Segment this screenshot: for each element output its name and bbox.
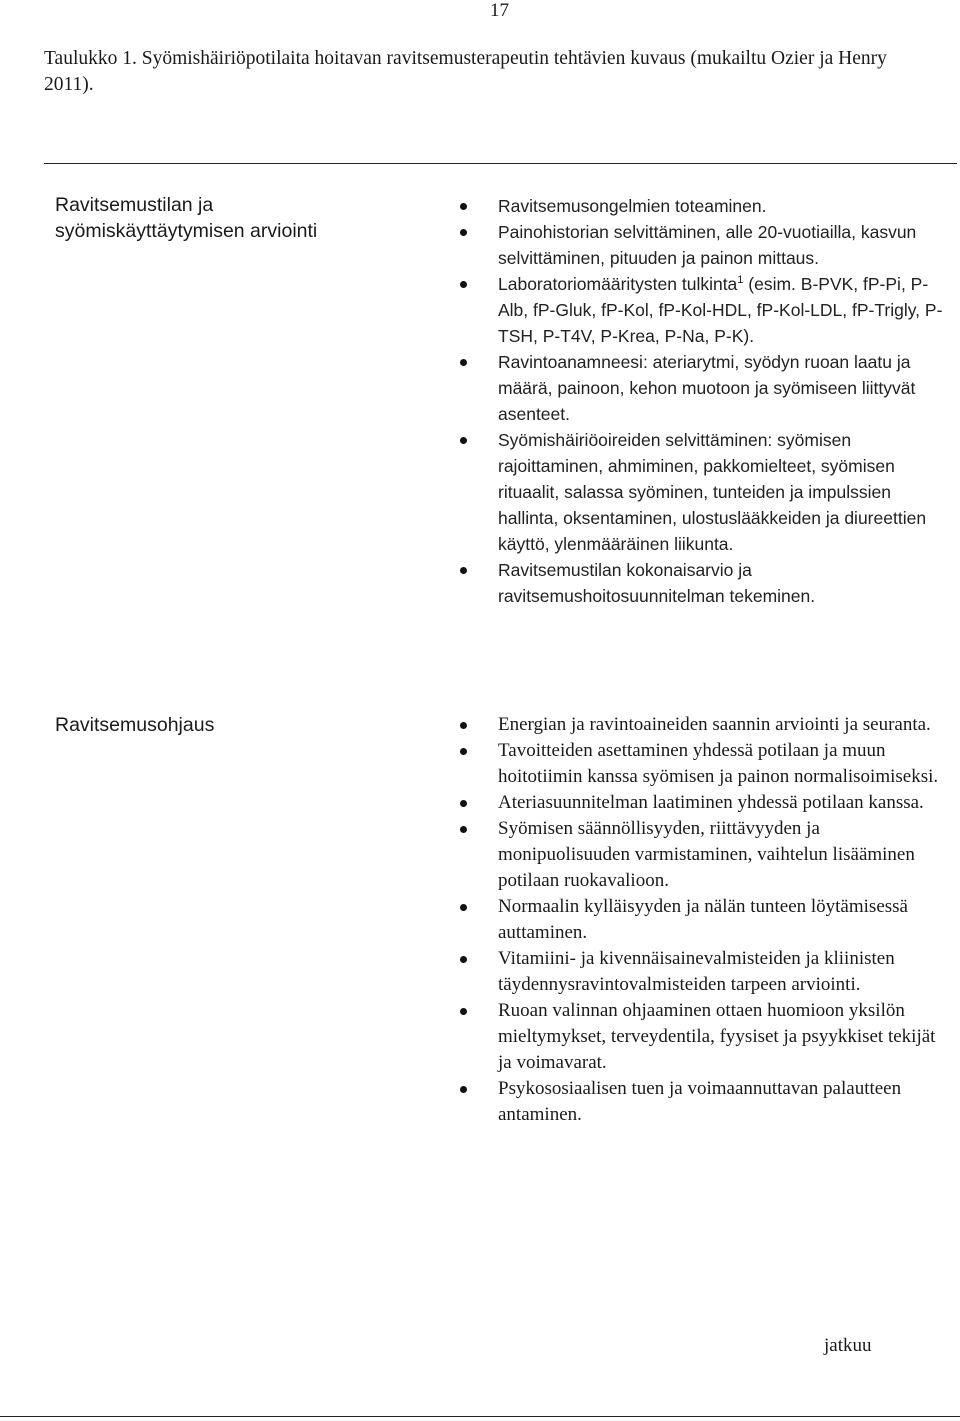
list-item: Vitamiini- ja kivennäisainevalmisteiden ja kliinisten täydennysravintovalmisteiden tarpeen arviointi. [498, 946, 948, 998]
list-item: Ravitsemustilan kokonaisarvio ja ravitsemushoitosuunnitelman tekeminen. [498, 557, 948, 609]
section-label-assessment [55, 192, 317, 244]
section-label-line: Ravitsemustilan ja [55, 194, 214, 216]
list-item: Syömisen säännöllisyyden, riittävyyden ja monipuolisuuden varmistaminen, vaihtelun lisääminen potilaan ruokavalioon. [498, 816, 948, 894]
bullet-icon [460, 359, 467, 366]
bullet-icon [460, 956, 467, 963]
list-item: Ruoan valinnan ohjaaminen ottaen huomioon yksilön mieltymykset, terveydentila, fyysiset ja psyykkiset tekijät ja voimavarat. [498, 998, 948, 1076]
list-item: Ateriasuunnitelman laatiminen yhdessä potilaan kanssa. [498, 790, 948, 816]
bullet-icon [460, 567, 467, 574]
page-number: 17 [490, 0, 509, 21]
bullet-icon [460, 722, 467, 729]
list-item: Ravitsemusongelmien toteaminen. [498, 193, 948, 219]
bullet-icon [460, 904, 467, 911]
bullet-icon [460, 281, 467, 288]
list-item: Ravintoanamneesi: ateriarytmi, syödyn ruoan laatu ja määrä, painoon, kehon muotoon ja syömiseen liittyvät asenteet. [498, 349, 948, 427]
list-item: Laboratoriomääritysten tulkinta$^1$ (esim. B-PVK, fP-Pi, P-Alb, fP-Gluk, fP-Kol, fP-Kol-HDL, fP-Kol-LDL, fP-Trigly, P-TSH, P-T4V, P-Krea, P-Na, P-K). [498, 271, 948, 349]
list-item: Tavoitteiden asettaminen yhdessä potilaan ja muun hoitotiimin kanssa syömisen ja painon normalisoimiseksi. [498, 738, 948, 790]
table-top-rule [44, 163, 957, 164]
section-label-line: syömiskäyttäytymisen arviointi [55, 220, 318, 242]
bullet-icon [460, 826, 467, 833]
table-caption: Taulukko 1. Syömishäiriöpotilaita hoitavan ravitsemusterapeutin tehtävien kuvaus (mukailtu Ozier ja Henry 2011). [44, 48, 887, 95]
list-item: Psykososiaalisen tuen ja voimaannuttavan palautteen antaminen. [498, 1076, 948, 1128]
assessment-task-list [498, 193, 948, 609]
list-item: Syömishäiriöoireiden selvittäminen: syömisen rajoittaminen, ahmiminen, pakkomielteet, syömisen rituaalit, salassa syöminen, tunteiden ja impulssien hallinta, oksentaminen, ulostuslääkkeiden ja diureettien käyttö, ylenmääräinen liikunta. [498, 427, 948, 557]
bullet-icon [460, 437, 467, 444]
continued-note: jatkuu [824, 1335, 872, 1356]
footnote-marker: 1 [737, 274, 744, 287]
bullet-icon [460, 1086, 467, 1093]
bullet-icon [460, 229, 467, 236]
bullet-icon [460, 748, 467, 755]
guidance-task-list [498, 712, 948, 1128]
list-item: Normaalin kylläisyyden ja nälän tunteen löytämisessä auttaminen. [498, 894, 948, 946]
bullet-icon [460, 203, 467, 210]
bullet-icon [460, 800, 467, 807]
list-item: Painohistorian selvittäminen, alle 20-vuotiailla, kasvun selvittäminen, pituuden ja painon mittaus. [498, 219, 948, 271]
section-label-guidance: Ravitsemusohjaus [55, 714, 215, 736]
page-bottom-rule [0, 1416, 960, 1417]
list-item: Energian ja ravintoaineiden saannin arviointi ja seuranta. [498, 712, 948, 738]
bullet-icon [460, 1008, 467, 1015]
